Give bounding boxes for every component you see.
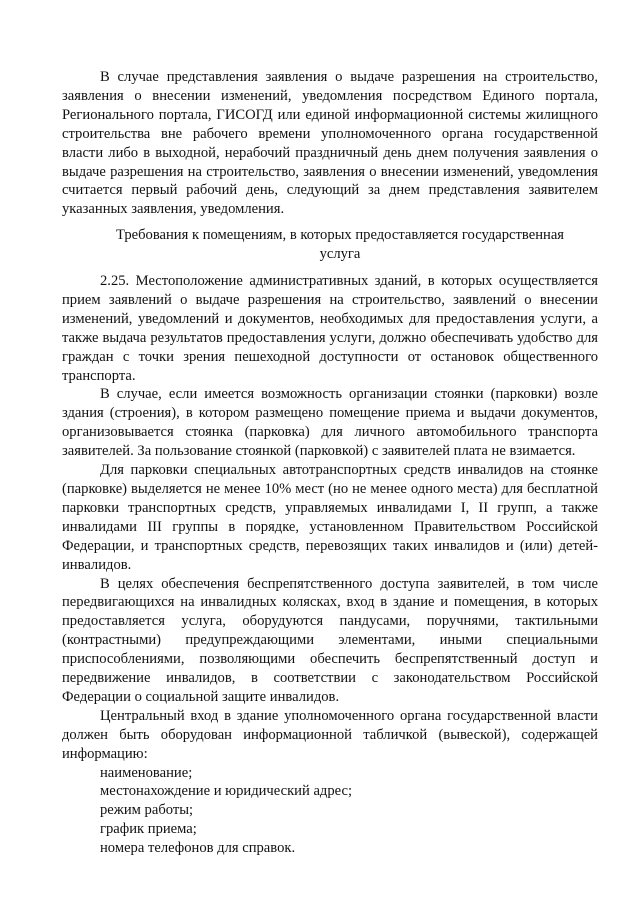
sign-info-list [62,764,598,859]
paragraph-accessibility: В целях обеспечения беспрепятственного доступа заявителей, в том числе передвигающихся на инвалидных колясках, вход в здание и помещения, в которых предоставляется услуга, оборудуются пандусами, поручнями, тактильными (контрастными) предупреждающими элементами, иными специальными приспособлениями, позволяющими обеспечить беспрепятственный доступ и передвижение инвалидов, в соответствии с законодательством Российской Федерации о социальной защите инвалидов. [62,575,598,705]
list-item: наименование; [100,764,193,781]
list-item: режим работы; [100,802,194,819]
paragraph-2-25: 2.25. Местоположение административных зданий, в которых осуществляется прием заявлений о выдаче разрешения на строительство, заявлений о внесении изменений, уведомлений и документов, необходимых для предоставления услуги, а также выдача результатов предоставления услуги, должно обеспечивать удобство для граждан с точки зрения пешеходной доступности от остановок общественного транспорта. [62,273,598,384]
body-block [62,272,598,858]
intro-block [62,68,598,219]
paragraph-disabled-parking: Для парковки специальных автотранспортных средств инвалидов на стоянке (парковке) выделяется не менее 10% мест (но не менее одного места) для бесплатной парковки транспортных средств, управляемых инвалидами I, II групп, а также инвалидами III группы в порядке, установленном Правительством Российской Федерации, и транспортных средств, перевозящих таких инвалидов и (или) детей-инвалидов. [62,462,598,573]
paragraph-parking: В случае, если имеется возможность организации стоянки (парковки) возле здания (строения), в котором размещено помещение приема и выдачи документов, организовывается стоянка (парковка) для личного автомобильного транспорта заявителей. За пользование стоянкой (парковкой) с заявителей плата не взимается. [62,386,598,460]
list-item: местонахождение и юридический адрес; [100,783,353,800]
paragraph-entrance-sign: Центральный вход в здание уполномоченного органа государственной власти должен быть оборудован информационной табличкой (вывеской), содержащей информацию: [62,707,598,762]
list-item: номера телефонов для справок. [100,840,296,857]
section-heading: Требования к помещениям, в которых предоставляется государственная услуга [115,227,565,262]
intro-paragraph: В случае представления заявления о выдаче разрешения на строительство, заявления о внесении изменений, уведомления посредством Единого портала, Регионального портала, ГИСОГД или единой информационной системы жилищного строительства вне рабочего времени уполномоченного органа государственной власти либо в выходной, нерабочий праздничный день днем получения заявления о выдаче разрешения на строительство, заявления о внесении изменений, уведомления считается первый рабочий день, следующий за днем представления заявителем указанных заявления, уведомления. [62,69,598,218]
list-item: график приема; [100,821,197,838]
